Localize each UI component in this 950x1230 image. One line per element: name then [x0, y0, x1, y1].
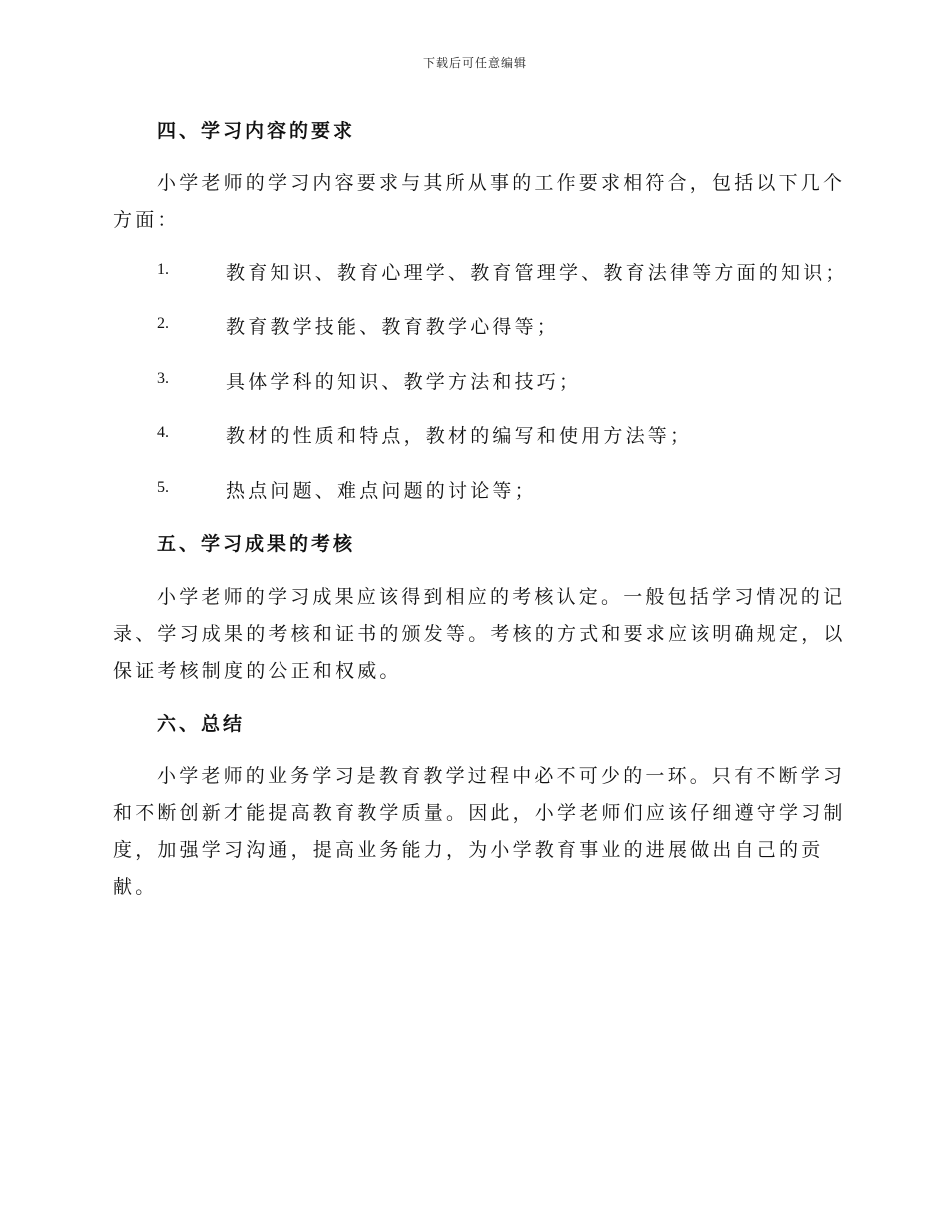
list-item-text-4: 教材的性质和特点，教材的编写和使用方法等； [226, 425, 693, 447]
section6-line-3: 度，加强学习沟通，提高业务能力，为小学教育事业的进展做出自己的贡 [113, 839, 824, 861]
section5-line-2: 录、学习成果的考核和证书的颁发等。考核的方式和要求应该明确规定，以 [113, 623, 846, 645]
list-item-text-1: 教育知识、教育心理学、教育管理学、教育法律等方面的知识； [226, 262, 848, 284]
list-item-number-1: 1. [157, 261, 169, 278]
section-heading-4: 四、学习内容的要求 [157, 120, 356, 142]
section4-intro-line-2: 方面： [113, 209, 180, 231]
section5-line-3: 保证考核制度的公正和权威。 [113, 660, 402, 682]
section-heading-6: 六、总结 [157, 713, 246, 735]
list-item-number-5: 5. [157, 479, 169, 496]
section5-line-1: 小学老师的学习成果应该得到相应的考核认定。一般包括学习情况的记 [157, 586, 846, 608]
list-item-text-3: 具体学科的知识、教学方法和技巧； [226, 371, 582, 393]
list-item-text-2: 教育教学技能、教育教学心得等； [226, 316, 560, 338]
section4-intro-line-1: 小学老师的学习内容要求与其所从事的工作要求相符合，包括以下几个 [157, 172, 846, 194]
section6-line-1: 小学老师的业务学习是教育教学过程中必不可少的一环。只有不断学习 [157, 765, 846, 787]
page-header: 下载后可任意编辑 [422, 56, 527, 70]
list-item-number-3: 3. [157, 370, 169, 387]
list-item-text-5: 热点问题、难点问题的讨论等； [226, 480, 537, 502]
section-heading-5: 五、学习成果的考核 [157, 533, 356, 555]
section6-line-2: 和不断创新才能提高教育教学质量。因此，小学老师们应该仔细遵守学习制 [113, 802, 846, 824]
list-item-number-4: 4. [157, 424, 169, 441]
list-item-number-2: 2. [157, 315, 169, 332]
section6-line-4: 献。 [113, 876, 158, 898]
